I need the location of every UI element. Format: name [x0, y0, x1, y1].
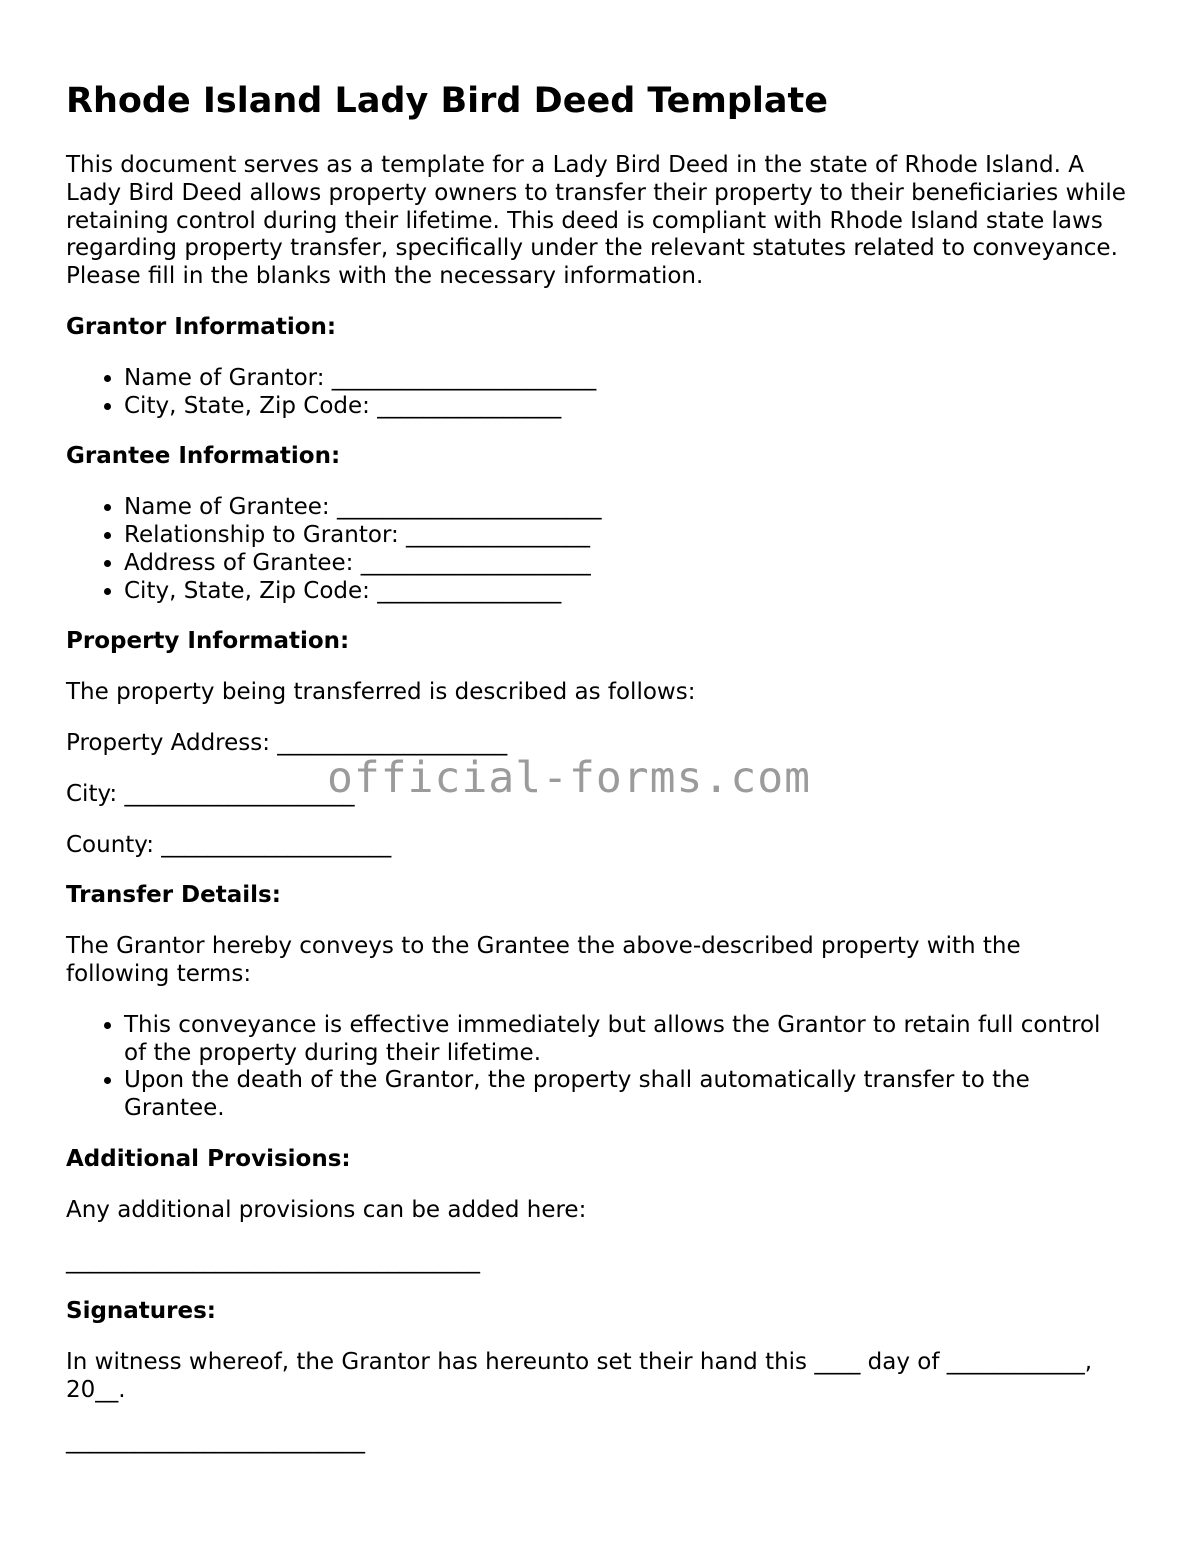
transfer-term-item: • Upon the death of the Grantor, the property shall automatically transfer to the Grantee. — [124, 1067, 1126, 1123]
signature-line: __________________________ — [66, 1427, 365, 1454]
grantee-relationship-field: • Relationship to Grantor: ________________ — [124, 522, 1126, 550]
additional-provisions-line: ____________________________________ — [66, 1247, 480, 1274]
additional-provisions-heading: Additional Provisions: — [66, 1145, 351, 1172]
grantor-list — [66, 365, 1126, 421]
property-city-field: City: ____________________ — [66, 780, 355, 807]
grantor-heading: Grantor Information: — [66, 313, 337, 340]
grantee-address-field: • Address of Grantee: ____________________ — [124, 550, 1126, 578]
grantee-heading: Grantee Information: — [66, 443, 341, 470]
signatures-heading: Signatures: — [66, 1298, 217, 1325]
property-county-field: County: ____________________ — [66, 831, 392, 858]
document-title: Rhode Island Lady Bird Deed Template — [66, 81, 829, 121]
grantee-city-field: • City, State, Zip Code: ________________ — [124, 578, 1126, 606]
intro-paragraph: This document serves as a template for a Lady Bird Deed in the state of Rhode Island. A Lady Bird Deed allows property owners to transfer their property to their beneficiaries while retaining control during their lifetime. This deed is compliant with Rhode Island state laws regarding property transfer, specifically under the relevant statutes related to conveyance. Please fill in the blanks with the necessary information. — [66, 152, 1126, 290]
grantee-name-field: • Name of Grantee: _______________________ — [124, 494, 1126, 522]
property-address-field: Property Address: ____________________ — [66, 729, 508, 756]
transfer-term-item: • This conveyance is effective immediately but allows the Grantor to retain full control of the property during their lifetime. — [124, 1012, 1126, 1068]
property-intro: The property being transferred is described as follows: — [66, 679, 696, 706]
watermark: official-forms.com — [327, 753, 811, 803]
transfer-intro: The Grantor hereby conveys to the Grantee the above-described property with the following terms: — [66, 933, 1021, 987]
transfer-heading: Transfer Details: — [66, 882, 281, 909]
property-heading: Property Information: — [66, 628, 350, 655]
grantee-list — [66, 494, 1126, 605]
transfer-terms-list — [66, 1012, 1126, 1123]
signatures-text: In witness whereof, the Grantor has hereunto set their hand this ____ day of ____________, 20__. — [66, 1349, 1093, 1403]
grantor-name-field: • Name of Grantor: _______________________ — [124, 365, 1126, 393]
grantor-city-field: • City, State, Zip Code: ________________ — [124, 393, 1126, 421]
additional-provisions-intro: Any additional provisions can be added here: — [66, 1196, 587, 1223]
